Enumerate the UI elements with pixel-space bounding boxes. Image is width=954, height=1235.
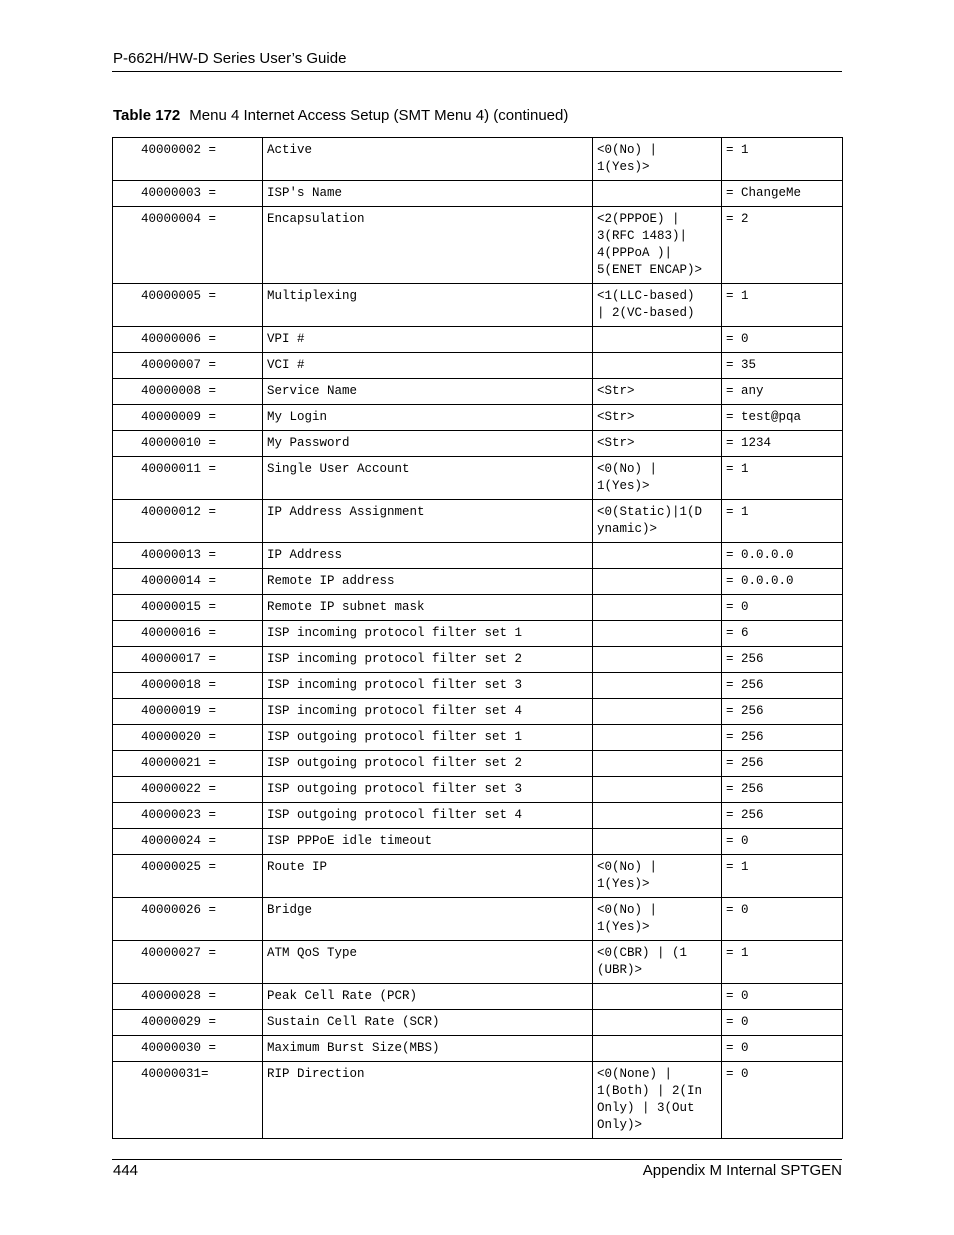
param-value-cell: = test@pqa xyxy=(722,405,843,431)
param-name-cell: Service Name xyxy=(263,379,593,405)
table-row xyxy=(113,855,843,898)
param-id-cell: 40000010 = xyxy=(113,431,263,457)
param-name-cell: Bridge xyxy=(263,898,593,941)
param-value-cell: = 0 xyxy=(722,898,843,941)
table-row xyxy=(113,353,843,379)
param-name-cell: ISP incoming protocol filter set 3 xyxy=(263,673,593,699)
table-row xyxy=(113,1062,843,1139)
param-id-cell: 40000029 = xyxy=(113,1010,263,1036)
param-name-cell: RIP Direction xyxy=(263,1062,593,1139)
param-options-cell xyxy=(593,647,722,673)
param-id-cell: 40000021 = xyxy=(113,751,263,777)
param-name-cell: Maximum Burst Size(MBS) xyxy=(263,1036,593,1062)
param-name-cell: Multiplexing xyxy=(263,284,593,327)
param-id-cell: 40000023 = xyxy=(113,803,263,829)
param-options-cell: <0(Static)|1(D ynamic)> xyxy=(593,500,722,543)
table-row xyxy=(113,673,843,699)
table-row xyxy=(113,138,843,181)
param-value-cell: = 0 xyxy=(722,1062,843,1139)
param-options-cell xyxy=(593,751,722,777)
param-name-cell: ISP outgoing protocol filter set 3 xyxy=(263,777,593,803)
param-name-cell: Remote IP address xyxy=(263,569,593,595)
param-value-cell: = ChangeMe xyxy=(722,181,843,207)
param-options-cell xyxy=(593,984,722,1010)
table-row xyxy=(113,457,843,500)
param-id-cell: 40000014 = xyxy=(113,569,263,595)
param-value-cell: = 256 xyxy=(722,803,843,829)
param-value-cell: = 1 xyxy=(722,855,843,898)
param-options-cell xyxy=(593,1010,722,1036)
param-id-cell: 40000026 = xyxy=(113,898,263,941)
param-id-cell: 40000003 = xyxy=(113,181,263,207)
param-id-cell: 40000019 = xyxy=(113,699,263,725)
param-options-cell: <2(PPPOE) | 3(RFC 1483)| 4(PPPoA )| 5(ENET ENCAP)> xyxy=(593,207,722,284)
param-id-cell: 40000012 = xyxy=(113,500,263,543)
param-options-cell xyxy=(593,829,722,855)
table-row xyxy=(113,699,843,725)
param-name-cell: Sustain Cell Rate (SCR) xyxy=(263,1010,593,1036)
table-row xyxy=(113,725,843,751)
param-options-cell xyxy=(593,803,722,829)
param-options-cell: <1(LLC-based) | 2(VC-based) xyxy=(593,284,722,327)
param-id-cell: 40000015 = xyxy=(113,595,263,621)
header-divider xyxy=(112,71,842,72)
param-value-cell: = 256 xyxy=(722,673,843,699)
param-value-cell: = 256 xyxy=(722,777,843,803)
table-row xyxy=(113,941,843,984)
param-name-cell: ISP outgoing protocol filter set 4 xyxy=(263,803,593,829)
param-id-cell: 40000004 = xyxy=(113,207,263,284)
param-id-cell: 40000031= xyxy=(113,1062,263,1139)
param-name-cell: Route IP xyxy=(263,855,593,898)
table-row xyxy=(113,327,843,353)
table-row xyxy=(113,405,843,431)
param-value-cell: = 256 xyxy=(722,751,843,777)
param-value-cell: = 0.0.0.0 xyxy=(722,543,843,569)
table-row xyxy=(113,284,843,327)
param-value-cell: = 1234 xyxy=(722,431,843,457)
param-id-cell: 40000009 = xyxy=(113,405,263,431)
param-options-cell xyxy=(593,621,722,647)
param-id-cell: 40000013 = xyxy=(113,543,263,569)
param-name-cell: My Password xyxy=(263,431,593,457)
table-row xyxy=(113,1036,843,1062)
param-value-cell: = 2 xyxy=(722,207,843,284)
param-id-cell: 40000006 = xyxy=(113,327,263,353)
param-id-cell: 40000008 = xyxy=(113,379,263,405)
param-id-cell: 40000005 = xyxy=(113,284,263,327)
table-row xyxy=(113,751,843,777)
table-row xyxy=(113,777,843,803)
param-options-cell xyxy=(593,327,722,353)
param-id-cell: 40000016 = xyxy=(113,621,263,647)
param-id-cell: 40000020 = xyxy=(113,725,263,751)
param-options-cell xyxy=(593,569,722,595)
param-value-cell: = 1 xyxy=(722,941,843,984)
table-row xyxy=(113,898,843,941)
param-options-cell: <Str> xyxy=(593,431,722,457)
param-options-cell xyxy=(593,777,722,803)
param-name-cell: Encapsulation xyxy=(263,207,593,284)
param-options-cell xyxy=(593,699,722,725)
param-options-cell: <0(No) | 1(Yes)> xyxy=(593,138,722,181)
param-options-cell: <0(No) | 1(Yes)> xyxy=(593,855,722,898)
param-name-cell: ISP PPPoE idle timeout xyxy=(263,829,593,855)
table-caption-text: Menu 4 Internet Access Setup (SMT Menu 4) (continued) xyxy=(189,107,569,124)
param-name-cell: IP Address Assignment xyxy=(263,500,593,543)
table-row xyxy=(113,803,843,829)
param-options-cell xyxy=(593,543,722,569)
param-name-cell: IP Address xyxy=(263,543,593,569)
sptgen-table-body xyxy=(113,138,843,1139)
param-id-cell: 40000028 = xyxy=(113,984,263,1010)
param-name-cell: My Login xyxy=(263,405,593,431)
param-id-cell: 40000022 = xyxy=(113,777,263,803)
param-options-cell: <0(CBR) | (1 (UBR)> xyxy=(593,941,722,984)
footer-divider xyxy=(112,1159,842,1160)
param-value-cell: = 6 xyxy=(722,621,843,647)
table-row xyxy=(113,181,843,207)
table-row xyxy=(113,431,843,457)
param-id-cell: 40000017 = xyxy=(113,647,263,673)
param-options-cell: <0(No) | 1(Yes)> xyxy=(593,457,722,500)
table-row xyxy=(113,829,843,855)
param-id-cell: 40000018 = xyxy=(113,673,263,699)
param-options-cell xyxy=(593,181,722,207)
param-options-cell xyxy=(593,353,722,379)
param-value-cell: = 35 xyxy=(722,353,843,379)
param-name-cell: Peak Cell Rate (PCR) xyxy=(263,984,593,1010)
param-name-cell: ISP outgoing protocol filter set 2 xyxy=(263,751,593,777)
table-row xyxy=(113,984,843,1010)
param-name-cell: ISP incoming protocol filter set 4 xyxy=(263,699,593,725)
table-row xyxy=(113,569,843,595)
param-name-cell: ISP incoming protocol filter set 2 xyxy=(263,647,593,673)
table-row xyxy=(113,207,843,284)
param-name-cell: VCI # xyxy=(263,353,593,379)
page-header-title: P-662H/HW-D Series User’s Guide xyxy=(113,50,347,67)
param-value-cell: = 0 xyxy=(722,327,843,353)
param-name-cell: Single User Account xyxy=(263,457,593,500)
table-caption xyxy=(113,107,568,124)
param-id-cell: 40000030 = xyxy=(113,1036,263,1062)
table-row xyxy=(113,647,843,673)
param-options-cell xyxy=(593,1036,722,1062)
page-number: 444 xyxy=(113,1162,139,1179)
param-options-cell: <0(None) | 1(Both) | 2(In Only) | 3(Out Only)> xyxy=(593,1062,722,1139)
footer-section-title: Appendix M Internal SPTGEN xyxy=(642,1162,842,1179)
param-id-cell: 40000027 = xyxy=(113,941,263,984)
param-value-cell: = 0 xyxy=(722,595,843,621)
param-id-cell: 40000024 = xyxy=(113,829,263,855)
param-id-cell: 40000011 = xyxy=(113,457,263,500)
table-row xyxy=(113,500,843,543)
param-value-cell: = 0 xyxy=(722,984,843,1010)
param-name-cell: ISP's Name xyxy=(263,181,593,207)
param-value-cell: = 256 xyxy=(722,725,843,751)
table-row xyxy=(113,1010,843,1036)
param-options-cell xyxy=(593,725,722,751)
table-row xyxy=(113,543,843,569)
param-options-cell: <0(No) | 1(Yes)> xyxy=(593,898,722,941)
param-value-cell: = 0 xyxy=(722,1010,843,1036)
param-value-cell: = 0 xyxy=(722,1036,843,1062)
param-name-cell: Remote IP subnet mask xyxy=(263,595,593,621)
param-value-cell: = 1 xyxy=(722,138,843,181)
param-name-cell: Active xyxy=(263,138,593,181)
param-name-cell: ISP outgoing protocol filter set 1 xyxy=(263,725,593,751)
table-row xyxy=(113,595,843,621)
param-value-cell: = 1 xyxy=(722,284,843,327)
param-options-cell: <Str> xyxy=(593,405,722,431)
param-value-cell: = 0 xyxy=(722,829,843,855)
table-row xyxy=(113,621,843,647)
param-options-cell xyxy=(593,673,722,699)
sptgen-table xyxy=(112,137,843,1139)
table-row xyxy=(113,379,843,405)
param-value-cell: = any xyxy=(722,379,843,405)
param-options-cell: <Str> xyxy=(593,379,722,405)
param-id-cell: 40000025 = xyxy=(113,855,263,898)
param-id-cell: 40000002 = xyxy=(113,138,263,181)
param-value-cell: = 0.0.0.0 xyxy=(722,569,843,595)
param-name-cell: ISP incoming protocol filter set 1 xyxy=(263,621,593,647)
table-caption-number: Table 172 xyxy=(113,107,181,124)
param-options-cell xyxy=(593,595,722,621)
param-value-cell: = 1 xyxy=(722,457,843,500)
param-name-cell: VPI # xyxy=(263,327,593,353)
param-value-cell: = 256 xyxy=(722,647,843,673)
param-id-cell: 40000007 = xyxy=(113,353,263,379)
param-name-cell: ATM QoS Type xyxy=(263,941,593,984)
param-value-cell: = 256 xyxy=(722,699,843,725)
param-value-cell: = 1 xyxy=(722,500,843,543)
